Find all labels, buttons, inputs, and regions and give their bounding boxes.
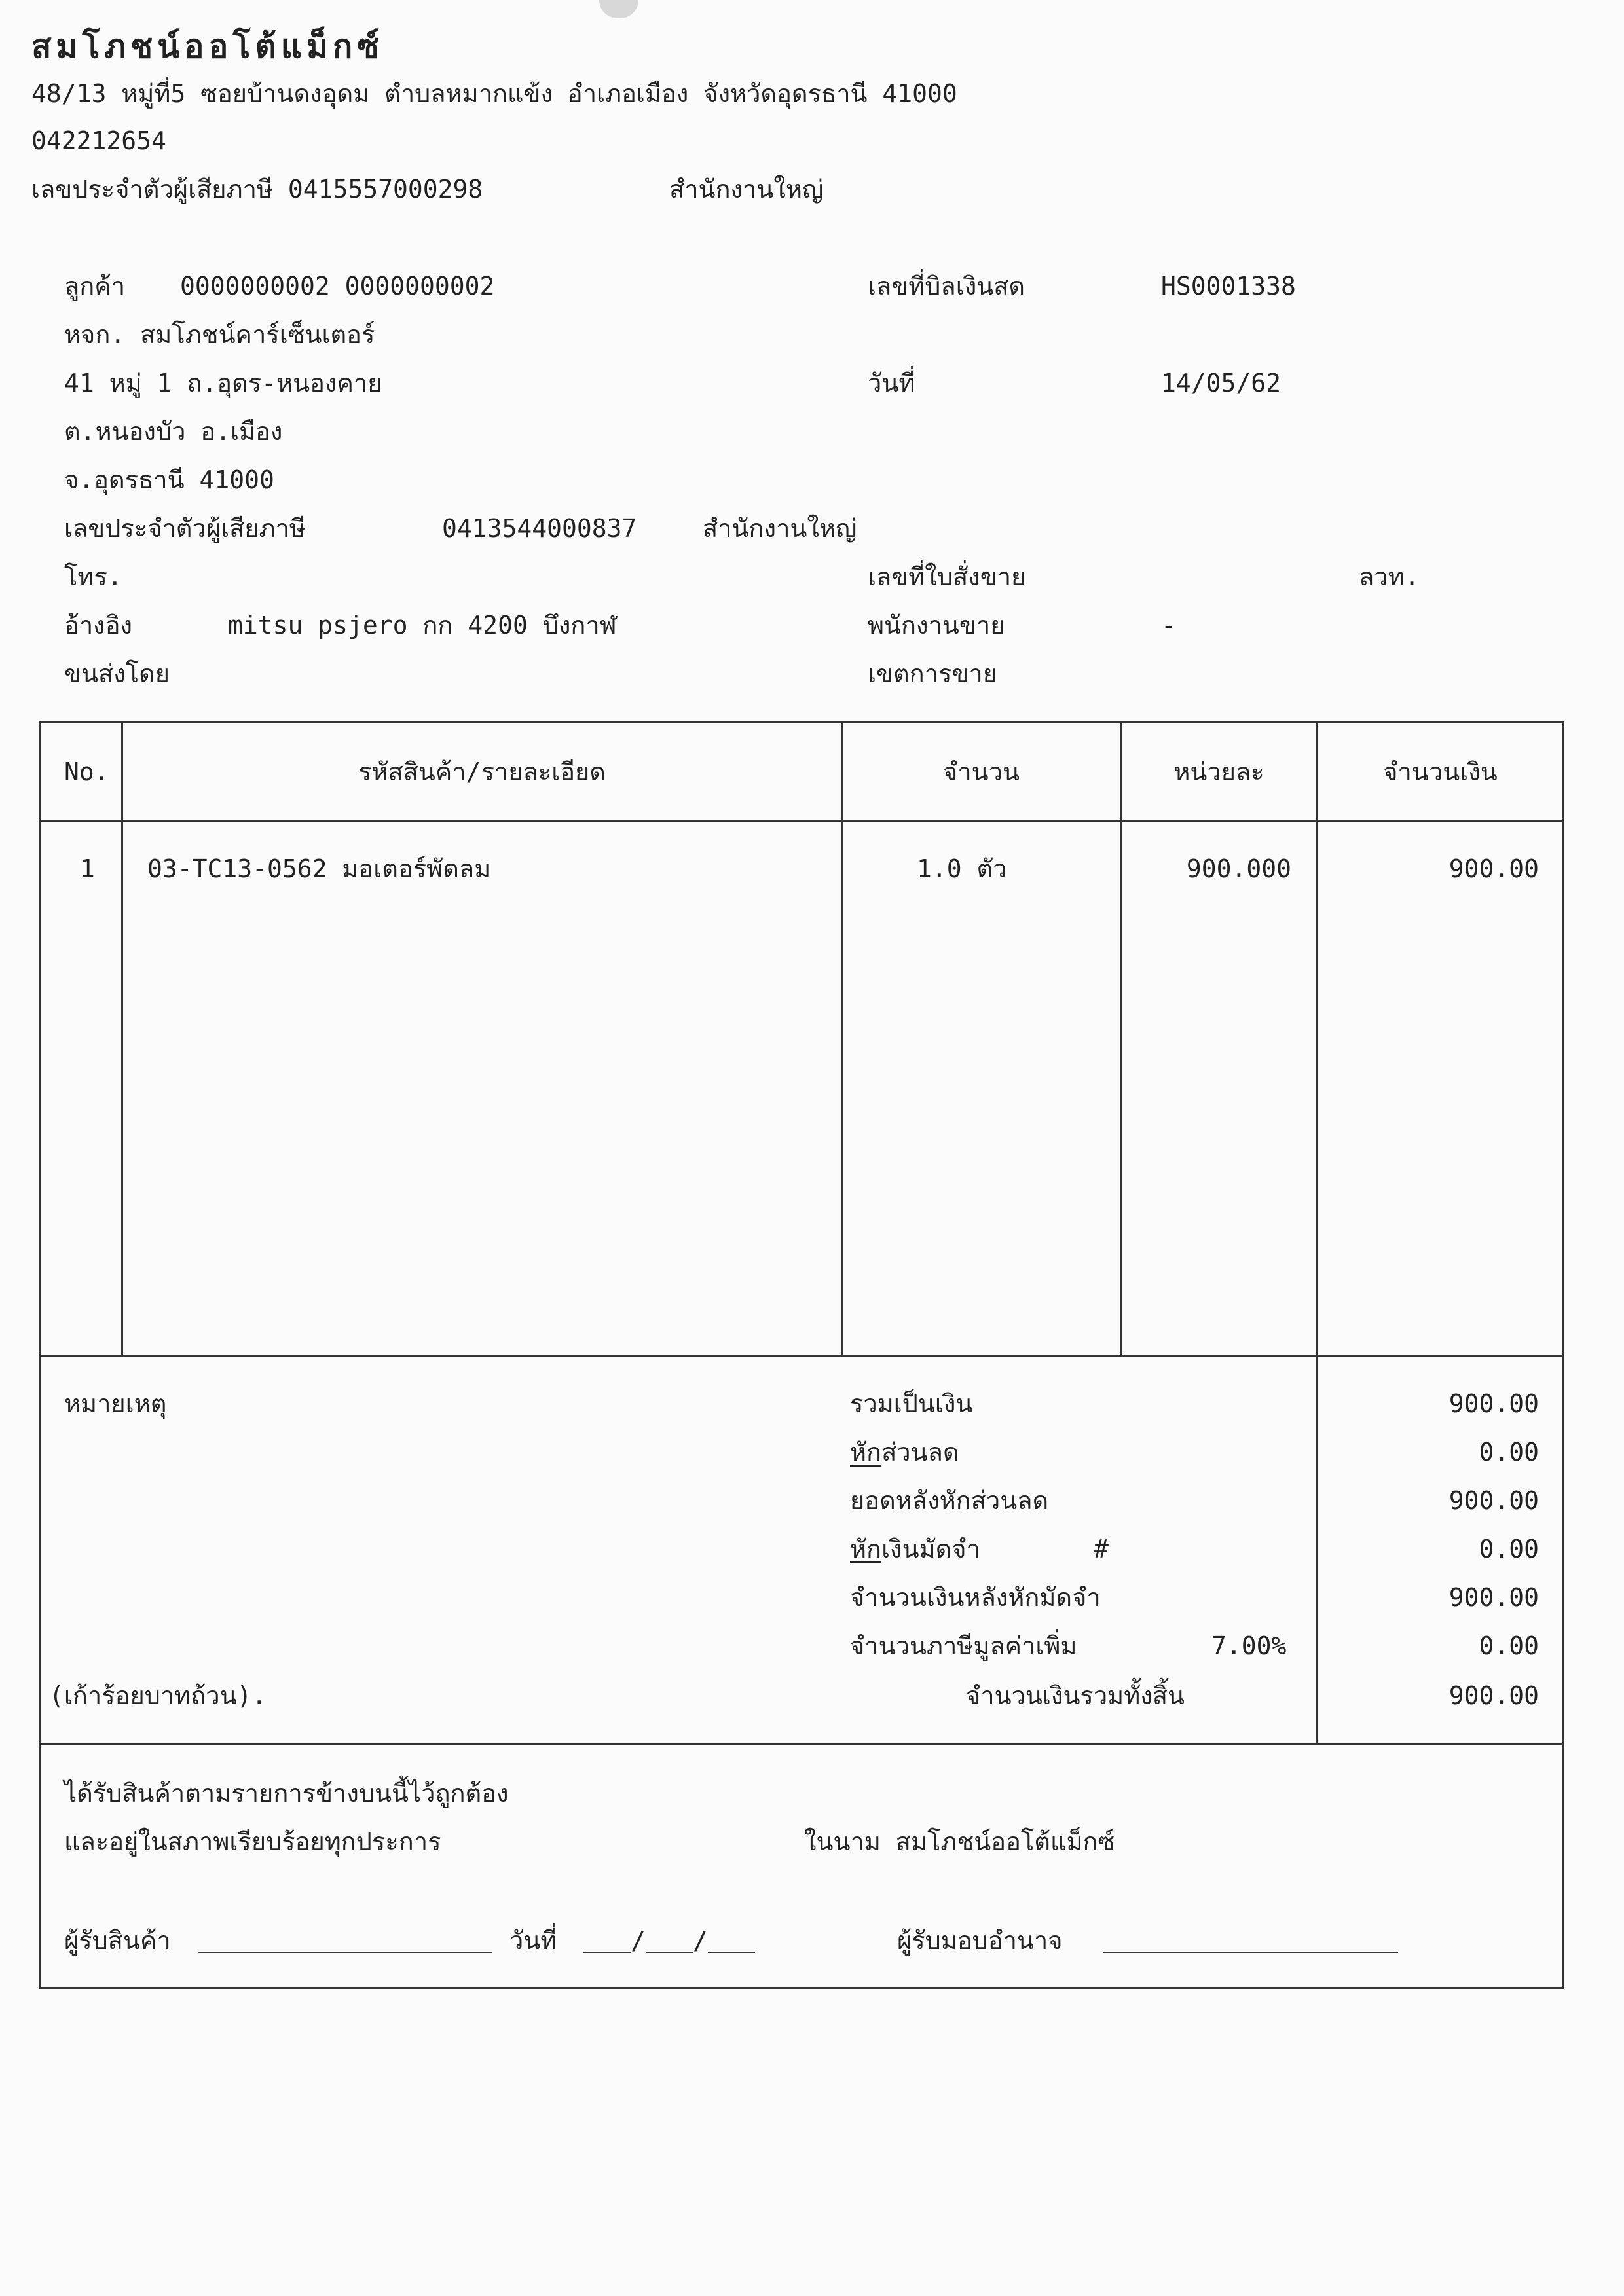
received-statement-line1: ได้รับสินค้าตามรายการข้างบนนี้ไว้ถูกต้อง: [64, 1779, 509, 1808]
after-discount-label: ยอดหลังหักส่วนลด: [850, 1486, 1049, 1515]
authorized-signature-blank: [1103, 1929, 1398, 1953]
discount-label-underlined: หัก: [850, 1438, 882, 1467]
row-no: 1: [80, 854, 95, 883]
deposit-label-underlined: หัก: [850, 1535, 882, 1563]
bill-number-label: เลขที่บิลเงินสด: [868, 272, 1025, 301]
salesperson-label: พนักงานขาย: [868, 611, 1005, 640]
row-description: 03-TC13-0562 มอเตอร์พัดลม: [147, 854, 491, 883]
sales-order-suffix: ลวท.: [1359, 562, 1420, 591]
discount-value: 0.00: [1479, 1438, 1539, 1467]
amount-in-words: (เก้าร้อยบาทถ้วน).: [49, 1681, 267, 1710]
bill-number: HS0001338: [1161, 272, 1296, 301]
sales-area-label: เขตการขาย: [868, 659, 997, 688]
row-quantity: 1.0 ตัว: [917, 854, 1007, 883]
date-year-blank: [708, 1929, 755, 1953]
subtotal-value: 900.00: [1449, 1389, 1539, 1418]
receive-date-line: วันที่ / /: [509, 1928, 755, 1953]
after-deposit-value: 900.00: [1449, 1583, 1539, 1612]
customer-label: ลูกค้า: [64, 272, 126, 301]
reference-label: อ้างอิง: [64, 611, 133, 640]
punch-hole-mark: [599, 0, 638, 18]
vat-label: จำนวนภาษีมูลค่าเพิ่ม: [850, 1631, 1077, 1660]
deposit-label-rest: เงินมัดจำ: [881, 1535, 980, 1563]
bill-date-label: วันที่: [868, 369, 915, 397]
bill-date: 14/05/62: [1161, 369, 1282, 397]
header-no: No.: [64, 757, 109, 786]
customer-tax-id-label: เลขประจำตัวผู้เสียภาษี: [64, 514, 306, 543]
grand-total-label: จำนวนเงินรวมทั้งสิ้น: [966, 1681, 1185, 1710]
date-day-blank: [583, 1929, 631, 1953]
shipped-by-label: ขนส่งโดย: [64, 659, 170, 688]
customer-address-line2: ต.หนองบัว อ.เมือง: [64, 417, 283, 446]
reference-value: mitsu psjero กก 4200 บึงกาฬ: [228, 611, 617, 640]
company-address: 48/13 หมู่ที่5 ซอยบ้านดงอุดม ตำบลหมากแข้ง อำเภอเมือง จังหวัดอุดรธานี 41000: [31, 79, 957, 108]
receive-date-label: วันที่: [509, 1926, 557, 1955]
company-branch: สำนักงานใหญ่: [669, 175, 824, 204]
customer-codes: 0000000002 0000000002: [180, 272, 495, 301]
after-deposit-label: จำนวนเงินหลังหักมัดจำ: [850, 1583, 1101, 1612]
remarks-label: หมายเหตุ: [64, 1389, 167, 1418]
date-month-blank: [646, 1929, 693, 1953]
discount-label-rest: ส่วนลด: [881, 1438, 959, 1467]
customer-phone-label: โทร.: [64, 562, 122, 591]
company-name: สมโภชน์ออโต้แม็กซ์: [31, 27, 384, 65]
header-quantity: จำนวน: [943, 757, 1020, 786]
customer-tax-id: 0413544000837: [442, 514, 637, 543]
header-description: รหัสสินค้า/รายละเอียด: [358, 757, 606, 786]
subtotal-label: รวมเป็นเงิน: [850, 1389, 973, 1418]
discount-label: [850, 1440, 959, 1465]
grand-total-value: 900.00: [1449, 1681, 1539, 1710]
row-amount: 900.00: [1449, 854, 1539, 883]
authorized-label: ผู้รับมอบอำนาจ: [897, 1926, 1063, 1955]
on-behalf-of: ในนาม สมโภชน์ออโต้แม็กซ์: [804, 1827, 1115, 1856]
receiver-signature-line: [64, 1928, 492, 1953]
authorized-signature-line: [897, 1928, 1398, 1953]
after-discount-value: 900.00: [1449, 1486, 1539, 1515]
sales-order-label: เลขที่ใบสั่งขาย: [868, 562, 1026, 591]
receiver-signature-blank: [198, 1929, 492, 1953]
salesperson-value: -: [1161, 611, 1176, 640]
receiver-label: ผู้รับสินค้า: [64, 1926, 171, 1955]
customer-address-line1: 41 หมู่ 1 ถ.อุดร-หนองคาย: [64, 369, 382, 397]
company-tax-id: เลขประจำตัวผู้เสียภาษี 0415557000298: [31, 175, 483, 204]
deposit-value: 0.00: [1479, 1535, 1539, 1563]
header-unit-price: หน่วยละ: [1173, 757, 1264, 786]
customer-address-line3: จ.อุดรธานี 41000: [64, 465, 274, 494]
received-statement-line2: และอยู่ในสภาพเรียบร้อยทุกประการ: [64, 1827, 441, 1856]
vat-value: 0.00: [1479, 1631, 1539, 1660]
vat-rate: 7.00%: [1211, 1631, 1287, 1660]
deposit-mark: #: [1094, 1535, 1109, 1563]
row-unit-price: 900.000: [1186, 854, 1291, 883]
header-amount: จำนวนเงิน: [1383, 757, 1498, 786]
customer-branch: สำนักงานใหญ่: [703, 514, 857, 543]
deposit-label: [850, 1537, 980, 1561]
customer-name: หจก. สมโภชน์คาร์เซ็นเตอร์: [64, 320, 375, 349]
company-phone: 042212654: [31, 126, 166, 155]
